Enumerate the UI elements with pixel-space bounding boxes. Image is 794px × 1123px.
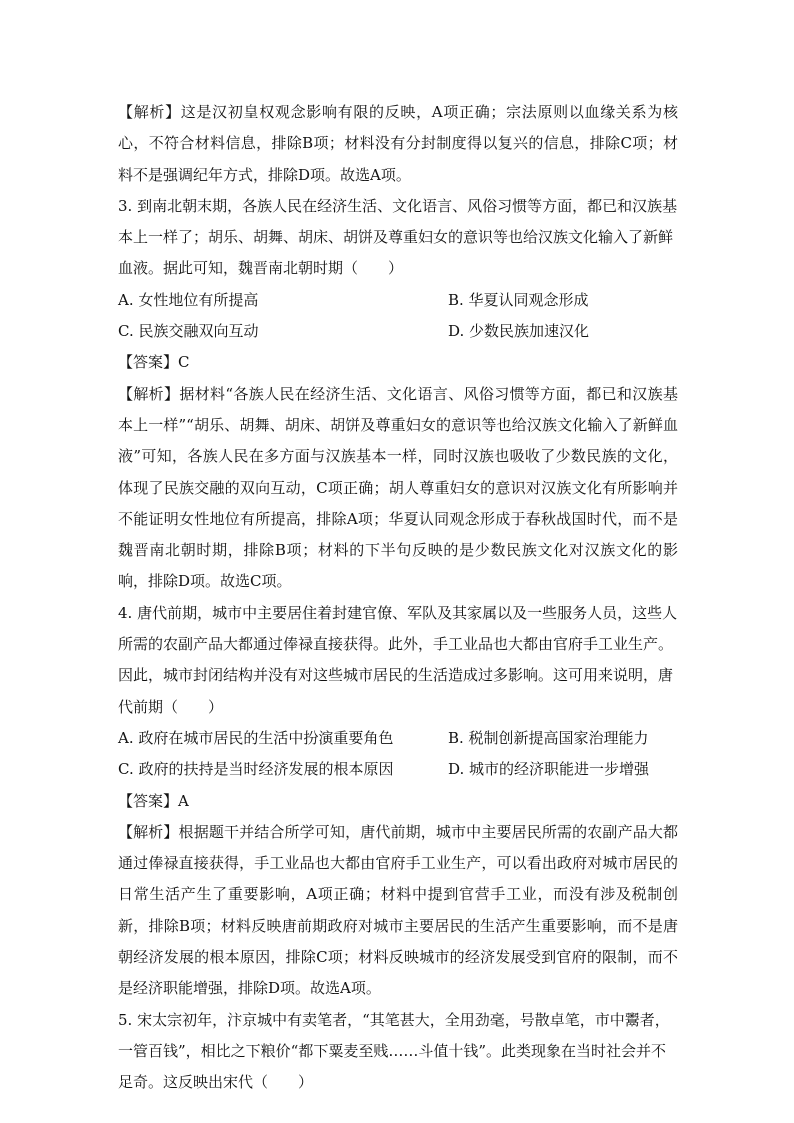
option-c: C. 政府的扶持是当时经济发展的根本原因 [118, 760, 394, 779]
answer-q4: 【答案】A [118, 791, 189, 810]
analysis-q2: 【解析】这是汉初皇权观念影响有限的反映，A项正确；宗法原则以血缘关系为核心，不符合材料信息，排除B项；材料没有分封制度得以复兴的信息，排除C项；材料不是强调纪年方式，排除D项。故选A项。 [118, 103, 678, 184]
option-b: B. 华夏认同观念形成 [448, 290, 589, 309]
option-b: B. 税制创新提高国家治理能力 [448, 728, 649, 747]
options-q4 [118, 723, 678, 786]
option-a: A. 政府在城市居民的生活中扮演重要角色 [118, 728, 394, 747]
option-d: D. 少数民族加速汉化 [448, 322, 590, 341]
options-q3 [118, 285, 678, 348]
answer-q3: 【答案】C [118, 353, 190, 372]
question-4: 4. 唐代前期，城市中主要居住着封建官僚、军队及其家属以及一些服务人员，这些人所需的农副产品大都通过俸禄直接获得。此外，手工业品也大都由官府手工业生产。因此，城市封闭结构并没有对这些城市居民的生活造成过多影响。这可用来说明，唐代前期（ ） [118, 603, 678, 716]
analysis-q3: 【解析】据材料“各族人民在经济生活、文化语言、风俗习惯等方面，都已和汉族基本上一样”“胡乐、胡舞、胡床、胡饼及尊重妇女的意识等也给汉族文化输入了新鲜血液”可知，各族人民在多方面与汉族基本一样，同时汉族也吸收了少数民族的文化，体现了民族交融的双向互动，C项正确；胡人尊重妇女的意识对汉族文化有所影响并不能证明女性地位有所提高，排除A项；华夏认同观念形成于春秋战国时代，而不是魏晋南北朝时期，排除B项；材料的下半句反映的是少数民族文化对汉族文化的影响，排除D项。故选C项。 [118, 384, 678, 591]
option-a: A. 女性地位有所提高 [118, 290, 259, 309]
analysis-q4: 【解析】根据题干并结合所学可知，唐代前期，城市中主要居民所需的农副产品大都通过俸禄直接获得，手工业品也大都由官府手工业生产，可以看出政府对城市居民的日常生活产生了重要影响，A项正确；材料中提到官营手工业，而没有涉及税制创新，排除B项；材料反映唐前期政府对城市主要居民的生活产生重要影响，而不是唐朝经济发展的根本原因，排除C项；材料反映城市的经济发展受到官府的限制，而不是经济职能增强，排除D项。故选A项。 [118, 822, 678, 998]
option-c: C. 民族交融双向互动 [118, 322, 259, 341]
question-3: 3. 到南北朝末期，各族人民在经济生活、文化语言、风俗习惯等方面，都已和汉族基本上一样了；胡乐、胡舞、胡床、胡饼及尊重妇女的意识等也给汉族文化输入了新鲜血液。据此可知，魏晋南北朝时期（ ） [118, 196, 678, 278]
question-5: 5. 宋太宗初年，汴京城中有卖笔者，“其笔甚大，全用劲毫，号散卓笔，市中鬻者，一管百钱”，相比之下粮价“都下粟麦至贱……斗值十钱”。此类现象在当时社会并不足奇。这反映出宋代（ ） [118, 1010, 670, 1092]
option-d: D. 城市的经济职能进一步增强 [448, 760, 650, 779]
document-page [118, 97, 678, 1099]
